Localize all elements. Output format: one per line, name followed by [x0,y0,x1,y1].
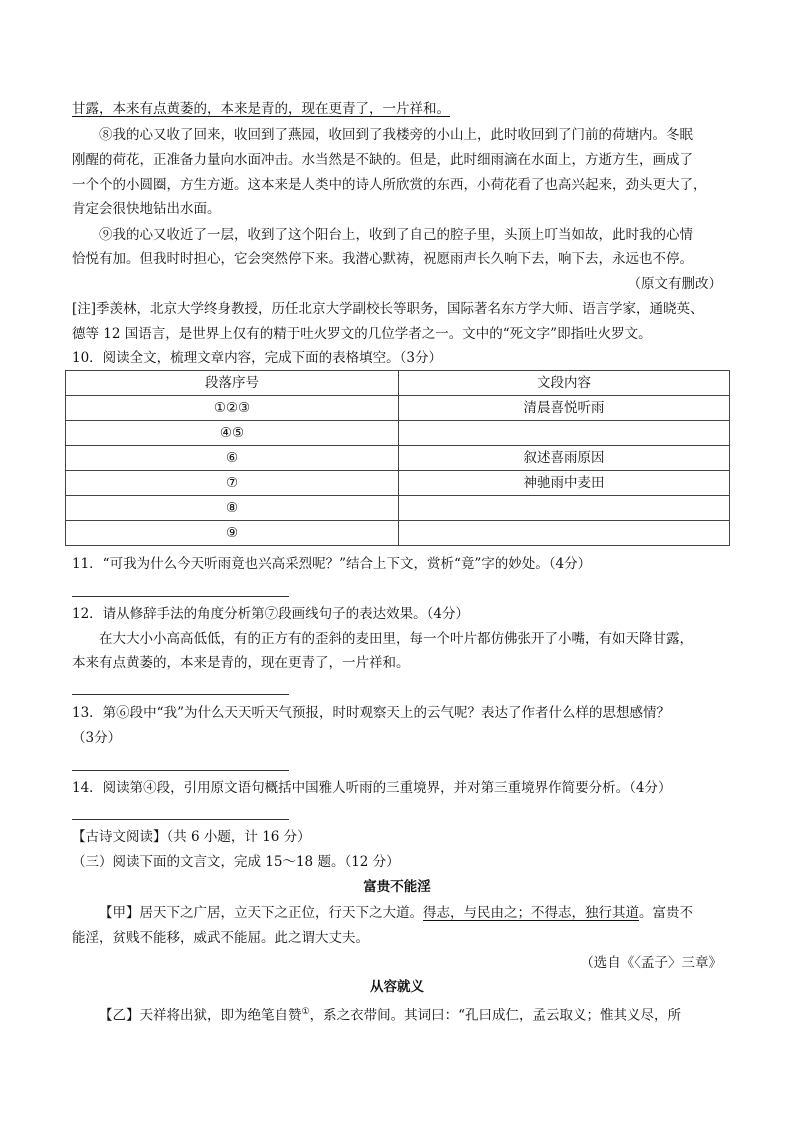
jia-prefix: 【甲】居天下之广居，立天下之正位，行天下之大道。 [99,905,423,921]
classical-part-instruction: （三）阅读下面的文言文，完成 15～18 题。（12 分） [72,854,400,870]
row-content-blank[interactable] [399,521,730,546]
row-content: 清晨喜悦听雨 [399,396,730,421]
question-12: 12．请从修辞手法的角度分析第⑦段画线句子的表达效果。（4分） [72,606,470,622]
jia-line1 [99,903,693,923]
question-13-line2: （3分） [72,730,122,746]
row-content-blank[interactable] [399,421,730,446]
para8-line3: 一个个的小圆圈，方生方逝。这本来是人类中的诗人所欣赏的东西，小荷花看了也高兴起来，劲头更大了， [72,177,707,193]
footnote-line1: [注]季羡林，北京大学终身教授，历任北京大学副校长等职务，国际著名东方学大师、语言学家，通晓英、 [72,301,704,317]
table-row [66,471,730,496]
question-11: 11．“可我为什么今天听雨竟也兴高采烈呢？”结合上下文，赏析“竟”字的妙处。（4分） [72,556,592,572]
table-row [66,446,730,471]
jia-underlined: 得志，与民由之；不得志，独行其道 [423,905,639,921]
answer-line-11[interactable] [72,596,289,597]
yi-line1-a: 【乙】天祥将出狱，即为绝笔自赞 [99,1007,302,1024]
para9-line2: 恰悦有加。但我时时担心，它会突然停下来。我潜心默祷，祝愿雨声长久响下去，响下去，永远也不停。 [72,251,693,267]
row-paragraph-no: ①②③ [66,396,399,421]
row-content: 叙述喜雨原因 [399,446,730,471]
para9-line1: ⑨我的心又收近了一层，收到了这个阳台上，收到了自己的腔子里，头顶上叮当如故，此时我的心情 [99,227,693,243]
answer-line-14[interactable] [72,819,289,820]
table-row [66,496,730,521]
classical-section-header: 【古诗文阅读】（共 6 小题，计 16 分） [72,829,311,845]
jia-source: （选自《〈孟子〉三章》 [580,955,722,971]
table-row [66,521,730,546]
header-content: 文段内容 [399,371,730,396]
row-paragraph-no: ⑦ [66,471,399,496]
row-content-blank[interactable] [399,496,730,521]
yi-line1-b: ，系之衣带间。其词曰：“孔曰成仁，孟云取义；惟其义尽，所 [309,1007,681,1024]
question-13-line1: 13．第⑥段中“我”为什么天天听天气预报，时时观察天上的云气呢？表达了作者什么样的思想感情？ [72,705,670,721]
underlined-sentence-end: 甘露，本来有点黄萎的，本来是青的，现在更青了，一片祥和。 [72,101,450,117]
para8-line1: ⑧我的心又收了回来，收回到了燕园，收回到了我楼旁的小山上，此时收回到了门前的荷塘内。冬眠 [99,127,693,143]
row-paragraph-no: ④⑤ [66,421,399,446]
footnote-marker: ① [301,1007,310,1017]
jia-line2: 能淫，贫贱不能移，威武不能屈。此之谓大丈夫。 [72,930,369,946]
question-14: 14．阅读第④段，引用原文语句概括中国雅人听雨的三重境界，并对第三重境界作简要分析。（4分） [72,780,672,796]
row-content: 神驰雨中麦田 [399,471,730,496]
q12-quote-line2: 本来有点黄萎的，本来是青的，现在更青了，一片祥和。 [72,655,410,671]
jia-suffix: 。富贵不 [639,905,693,921]
row-paragraph-no: ⑨ [66,521,399,546]
para8-line2: 刚醒的荷花，正准备力量向水面冲击。水当然是不缺的。但是，此时细雨滴在水面上，方逝方生，画成了 [72,152,693,168]
text-title-2: 从容就义 [370,979,424,995]
question-10: 10．阅读全文，梳理文章内容，完成下面的表格填空。（3分） [72,350,443,366]
answer-line-12[interactable] [72,694,289,695]
text-title-1: 富贵不能淫 [363,879,431,895]
table-row [66,396,730,421]
q12-quote-line1: 在大大小小高高低低，有的正方有的歪斜的麦田里，每一个叶片都仿佛张开了小嘴，有如天降甘露， [99,631,693,647]
row-paragraph-no: ⑥ [66,446,399,471]
para8-line4: 肯定会很快地钻出水面。 [72,201,221,217]
table-header-row [66,371,730,396]
table-row [66,421,730,446]
row-paragraph-no: ⑧ [66,496,399,521]
yi-line1 [99,1002,681,1026]
answer-line-13[interactable] [72,770,289,771]
outline-table [65,370,730,546]
footnote-line2: 德等 12 国语言，是世界上仅有的精于吐火罗文的几位学者之一。文中的“死文字”即指吐火罗文。 [72,326,652,342]
source-note: （原文有删改） [627,276,722,292]
header-paragraph-no: 段落序号 [66,371,399,396]
